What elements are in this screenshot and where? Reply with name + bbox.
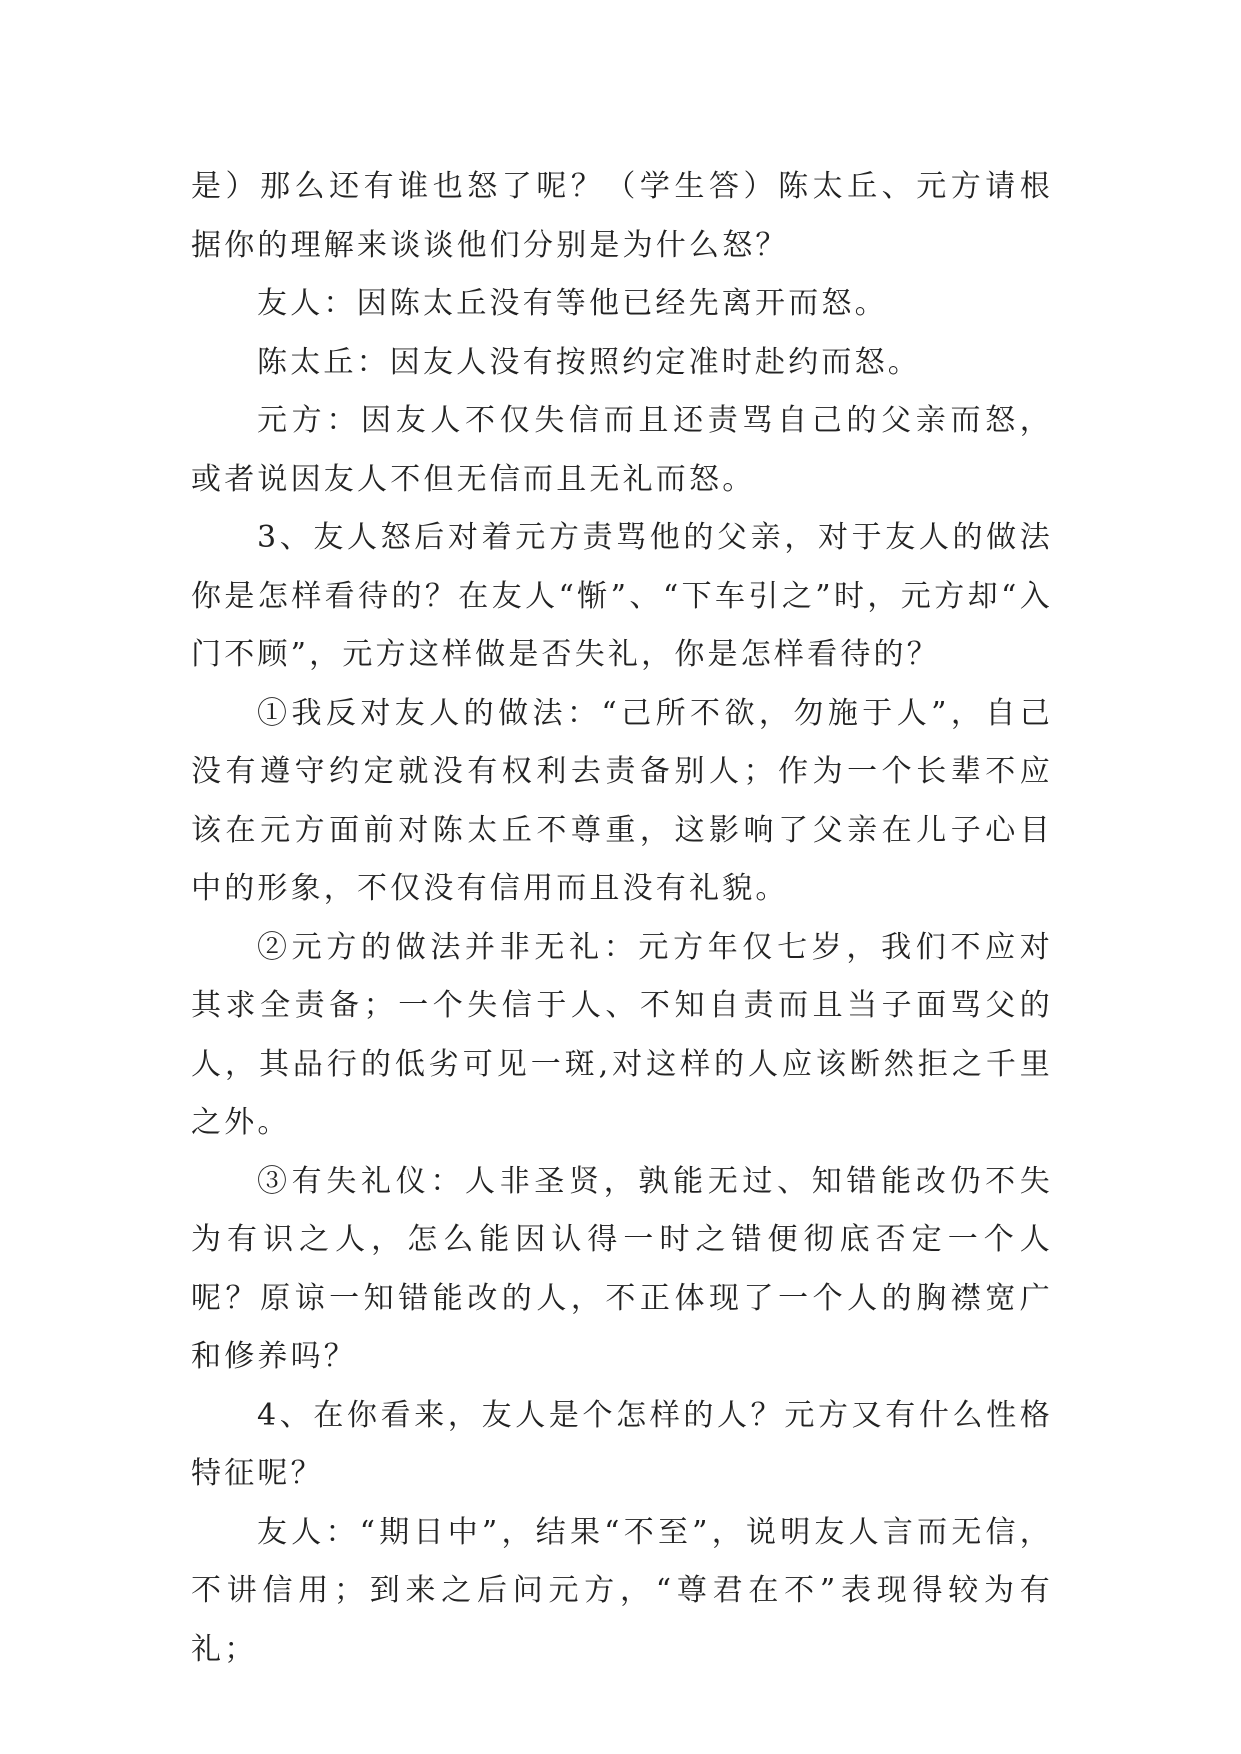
paragraph-4: 元方：因友人不仅失信而且还责骂自己的父亲而怒，或者说因友人不但无信而且无礼而怒。: [191, 403, 1053, 497]
paragraph-6: ①我反对友人的做法：“己所不欲，勿施于人”，自己没有遵守约定就没有权利去责备别人；作为一个长辈不应该在元方面前对陈太丘不尊重，这影响了父亲在儿子心目中的形象，不仅没有信用而且没有礼貌。: [191, 695, 1053, 906]
paragraph-9: 4、在你看来，友人是个怎样的人？元方又有什么性格特征呢？: [191, 1397, 1053, 1491]
paragraph-7: ②元方的做法并非无礼：元方年仅七岁，我们不应对其求全责备；一个失信于人、不知自责而且当子面骂父的人，其品行的低劣可见一斑,对这样的人应该断然拒之千里之外。: [191, 929, 1053, 1140]
paragraph-10: 友人：“期日中”，结果“不至”，说明友人言而无信，不讲信用；到来之后问元方，“尊君在不”表现得较为有礼；: [191, 1514, 1053, 1667]
paragraph-3: 陈太丘：因友人没有按照约定准时赴约而怒。: [257, 344, 921, 380]
paragraph-8: ③有失礼仪：人非圣贤，孰能无过、知错能改仍不失为有识之人，怎么能因认得一时之错便彻底否定一个人呢？原谅一知错能改的人，不正体现了一个人的胸襟宽广和修养吗？: [191, 1163, 1053, 1374]
paragraph-1: 是）那么还有谁也怒了呢？（学生答）陈太丘、元方请根据你的理解来谈谈他们分别是为什么怒？: [191, 169, 1053, 263]
paragraph-2: 友人：因陈太丘没有等他已经先离开而怒。: [257, 286, 888, 321]
paragraph-5: 3、友人怒后对着元方责骂他的父亲，对于友人的做法你是怎样看待的？在友人“惭”、“下车引之”时，元方却“入门不顾”，元方这样做是否失礼，你是怎样看待的？: [191, 520, 1053, 672]
document-body: [191, 158, 1053, 1679]
